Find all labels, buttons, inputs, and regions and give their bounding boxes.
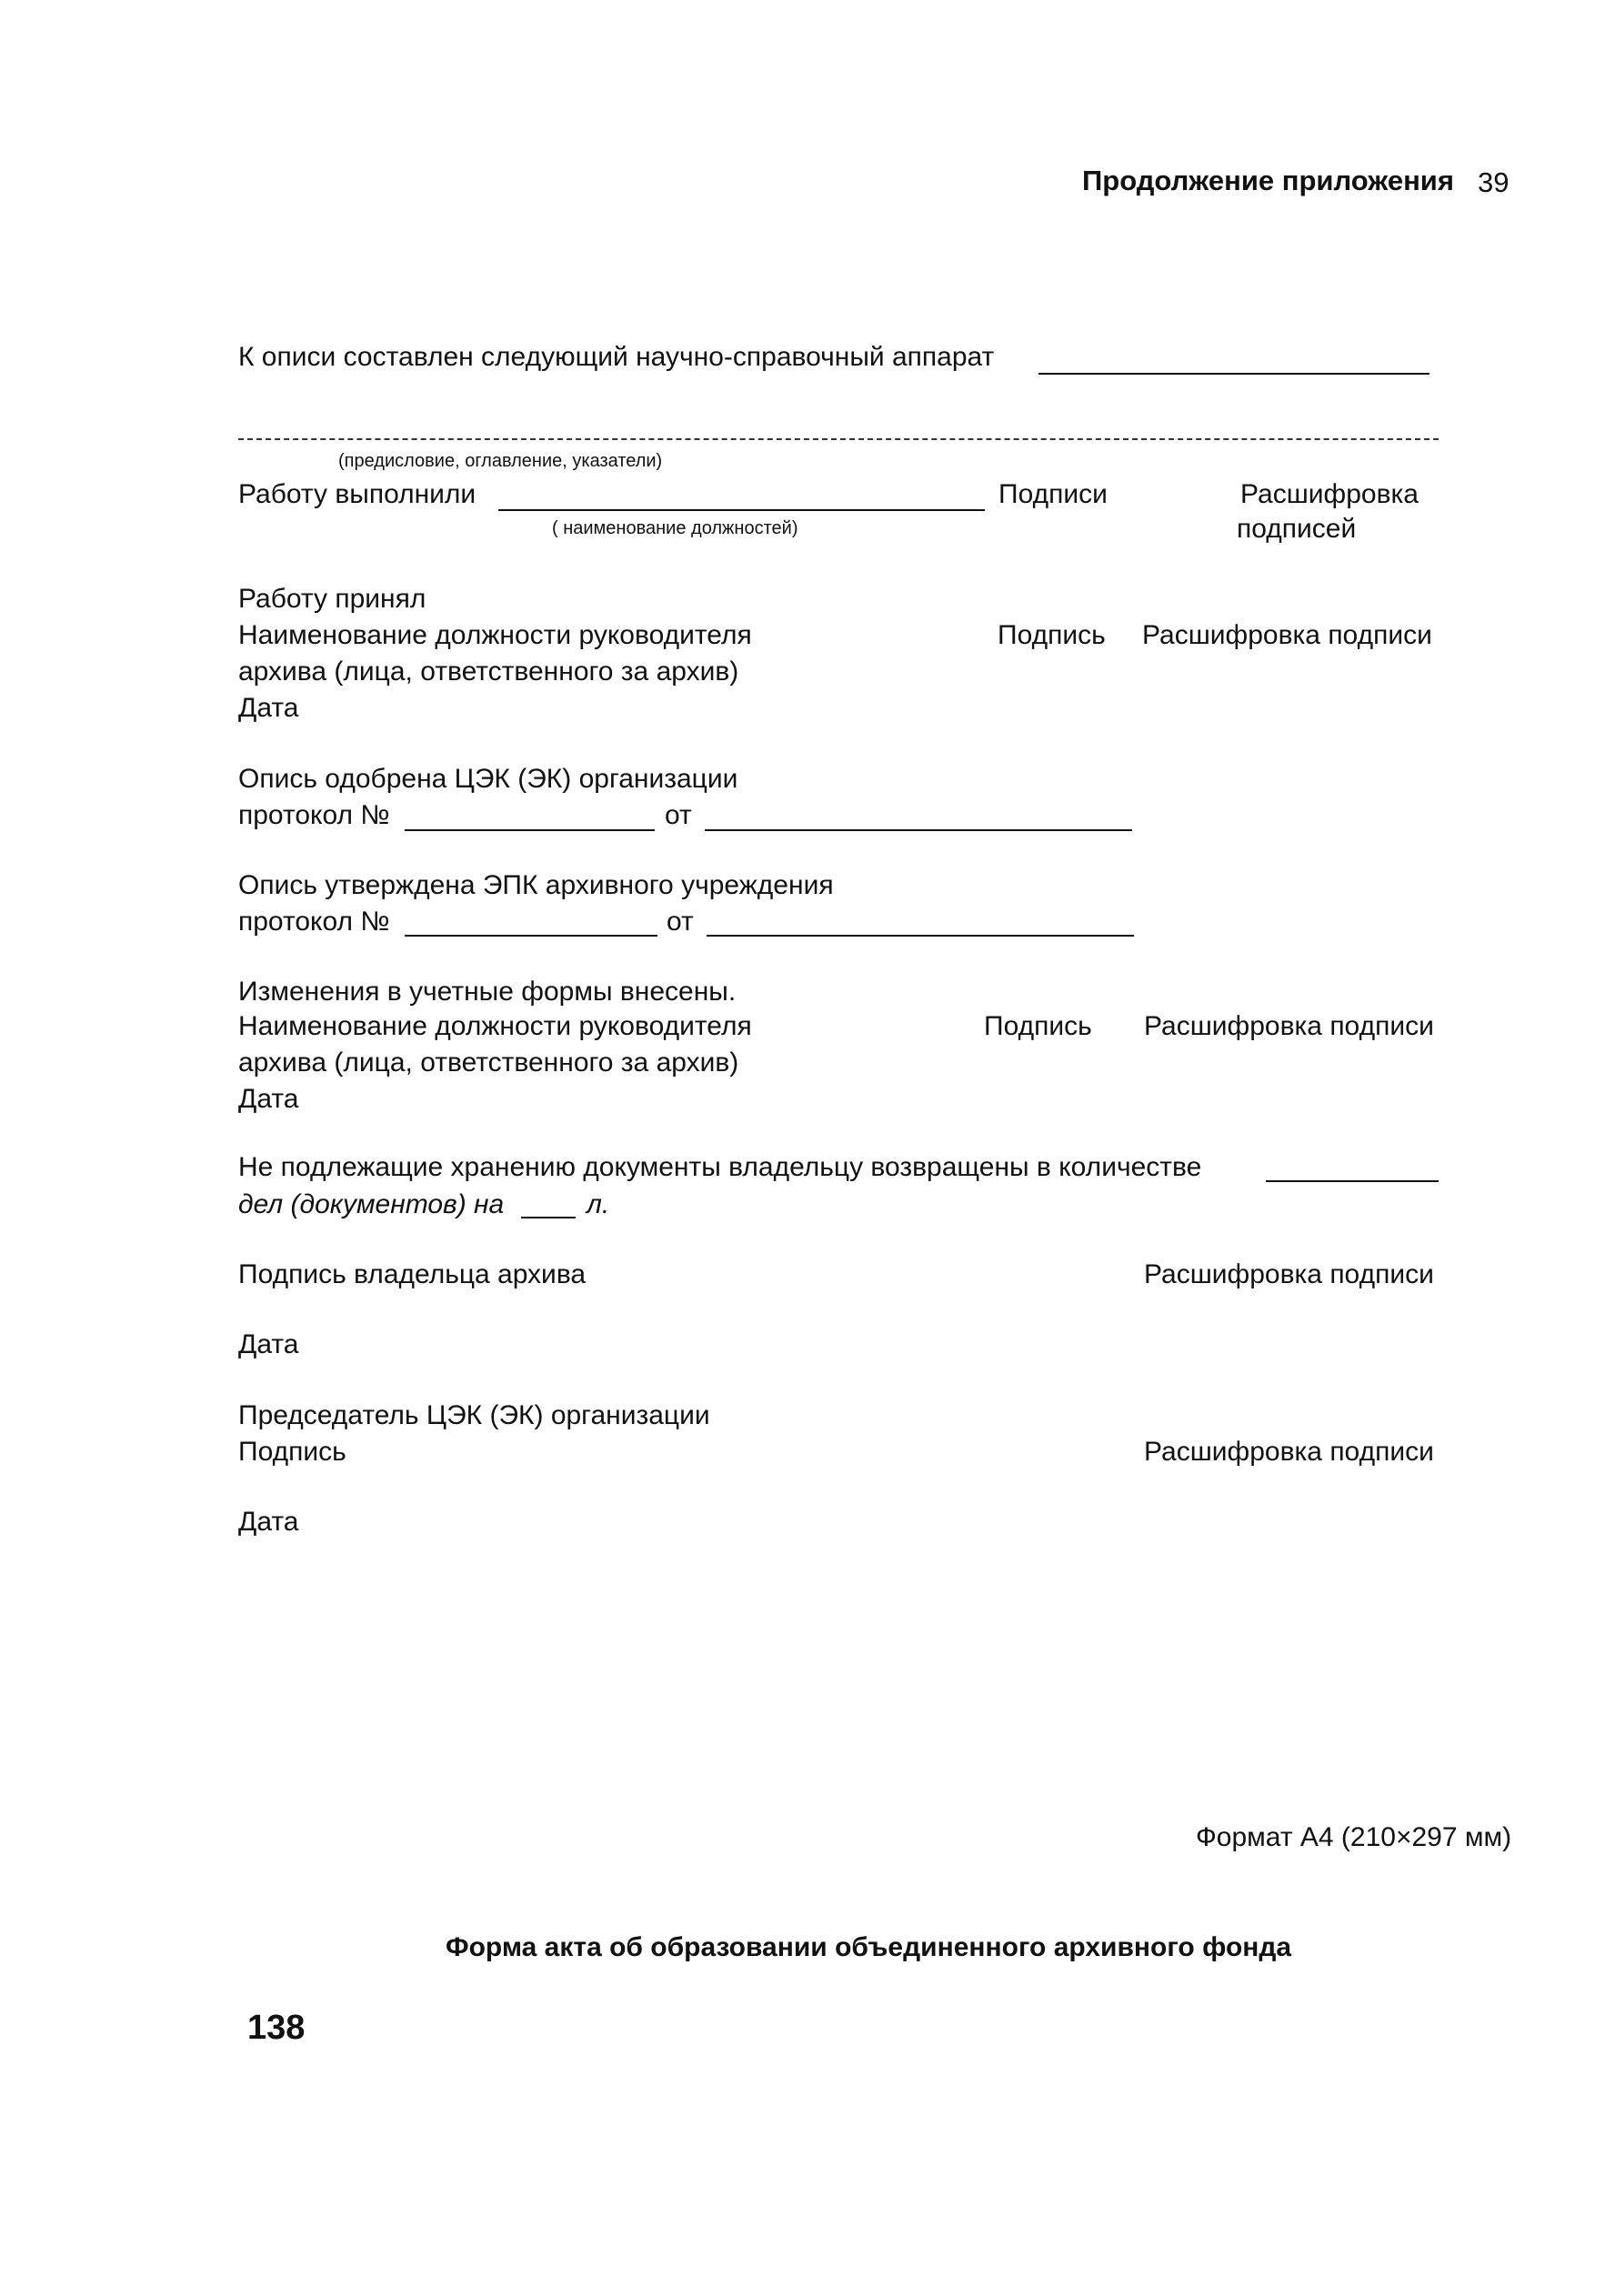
aux-apparatus-label: К описи составлен следующий научно-справочный аппарат [238,342,995,372]
work-done-signatures: Подписи [998,479,1108,509]
work-done-label: Работу выполнили [238,479,476,509]
owner-date: Дата [238,1329,299,1359]
changes-line1: Изменения в учетные формы внесены. [238,977,737,1007]
work-accepted-date: Дата [238,693,299,723]
returned-line2-end: л. [587,1189,610,1219]
returned-quantity-line [1266,1180,1439,1182]
chairman-line1: Председатель ЦЭК (ЭК) организации [238,1400,710,1430]
changes-date: Дата [238,1084,299,1114]
aux-apparatus-line [1038,373,1429,375]
header-appendix-number: 39 [1478,166,1510,198]
page-number: 138 [247,2009,306,2047]
returned-line1: Не подлежащие хранению документы владельцу возвращены в количестве [238,1152,1202,1182]
work-accepted-line2: Наименование должности руководителя [238,620,752,650]
owner-decoding: Расшифровка подписи [1144,1259,1434,1289]
approved-epk-protocol-line [405,935,657,937]
owner-signature-label: Подпись владельца архива [238,1259,587,1289]
approved-ezk-from: от [665,800,692,830]
approved-epk-protocol: протокол № [238,907,390,937]
chairman-decoding: Расшифровка подписи [1144,1437,1434,1467]
work-accepted-signature: Подпись [998,620,1106,650]
approved-ezk-line1: Опись одобрена ЦЭК (ЭК) организации [238,764,738,794]
approved-ezk-protocol: протокол № [238,800,390,830]
work-done-hint: ( наименование должностей) [552,518,798,538]
aux-apparatus-second-line [238,438,1439,440]
work-accepted-line3: архива (лица, ответственного за архив) [238,657,739,687]
approved-epk-date-line [707,935,1134,937]
approved-ezk-date-line [705,829,1132,831]
work-done-line [498,509,985,511]
chairman-date: Дата [238,1507,299,1537]
work-done-decoding-line2: подписей [1237,514,1357,544]
header-title: Продолжение приложения [1082,165,1454,196]
work-accepted-decoding: Расшифровка подписи [1142,620,1432,650]
changes-decoding: Расшифровка подписи [1144,1011,1434,1041]
returned-line2-start: дел (документов) на [238,1189,505,1219]
work-done-decoding-line1: Расшифровка [1240,479,1419,509]
approved-epk-line1: Опись утверждена ЭПК архивного учреждения [238,870,834,900]
changes-signature: Подпись [984,1011,1092,1041]
changes-line2: Наименование должности руководителя [238,1011,752,1041]
approved-ezk-protocol-line [405,829,655,831]
work-accepted-line1: Работу принял [238,584,426,614]
next-form-title: Форма акта об образовании объединенного архивного фонда [446,1932,1292,1962]
aux-apparatus-hint: (предисловие, оглавление, указатели) [338,451,663,471]
returned-sheets-line [521,1217,576,1218]
format-note: Формат А4 (210×297 мм) [1196,1822,1512,1852]
approved-epk-from: от [667,907,694,937]
changes-line3: архива (лица, ответственного за архив) [238,1048,739,1078]
chairman-signature: Подпись [238,1437,346,1467]
